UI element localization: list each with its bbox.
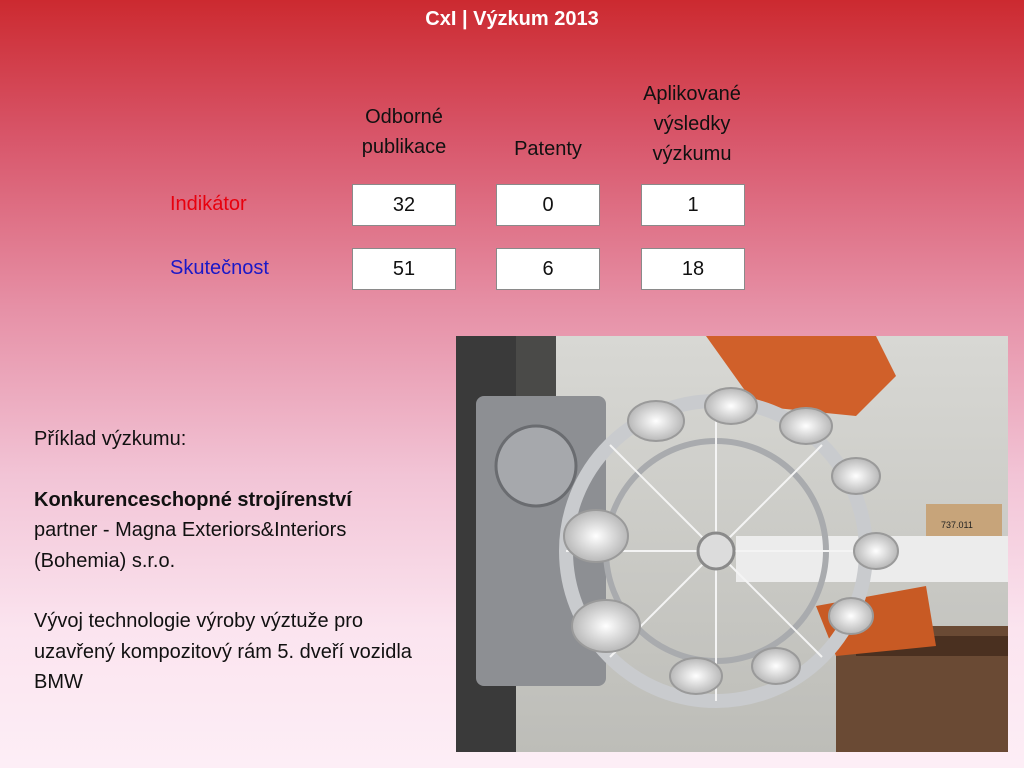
value-cell: 51 bbox=[352, 248, 456, 290]
value-cell: 1 bbox=[641, 184, 745, 226]
research-description bbox=[34, 424, 444, 698]
row-label-actual: Skutečnost bbox=[170, 257, 269, 279]
box-label: 737.011 bbox=[941, 520, 973, 530]
value-cell: 6 bbox=[496, 248, 600, 290]
example-heading: Příklad výzkumu: bbox=[34, 428, 187, 450]
value-cell: 0 bbox=[496, 184, 600, 226]
value-cell: 18 bbox=[641, 248, 745, 290]
value-cell: 32 bbox=[352, 184, 456, 226]
project-detail: Vývoj technologie výroby výztuže pro uzavřený kompozitový rám 5. dveří vozidla BMW bbox=[34, 610, 412, 693]
column-header-patents: Patenty bbox=[514, 138, 582, 160]
row-label-indicator: Indikátor bbox=[170, 193, 247, 215]
braiding-machine-photo bbox=[456, 336, 1008, 752]
column-header-publications: Odborné publikace bbox=[361, 106, 447, 158]
column-header-applied-results: Aplikované výsledky výzkumu bbox=[643, 83, 741, 165]
partner-line: partner - Magna Exteriors&Interiors (Bohemia) s.r.o. bbox=[34, 519, 347, 572]
project-title: Konkurenceschopné strojírenství bbox=[34, 488, 352, 511]
slide-title: CxI | Výzkum 2013 bbox=[425, 8, 599, 30]
